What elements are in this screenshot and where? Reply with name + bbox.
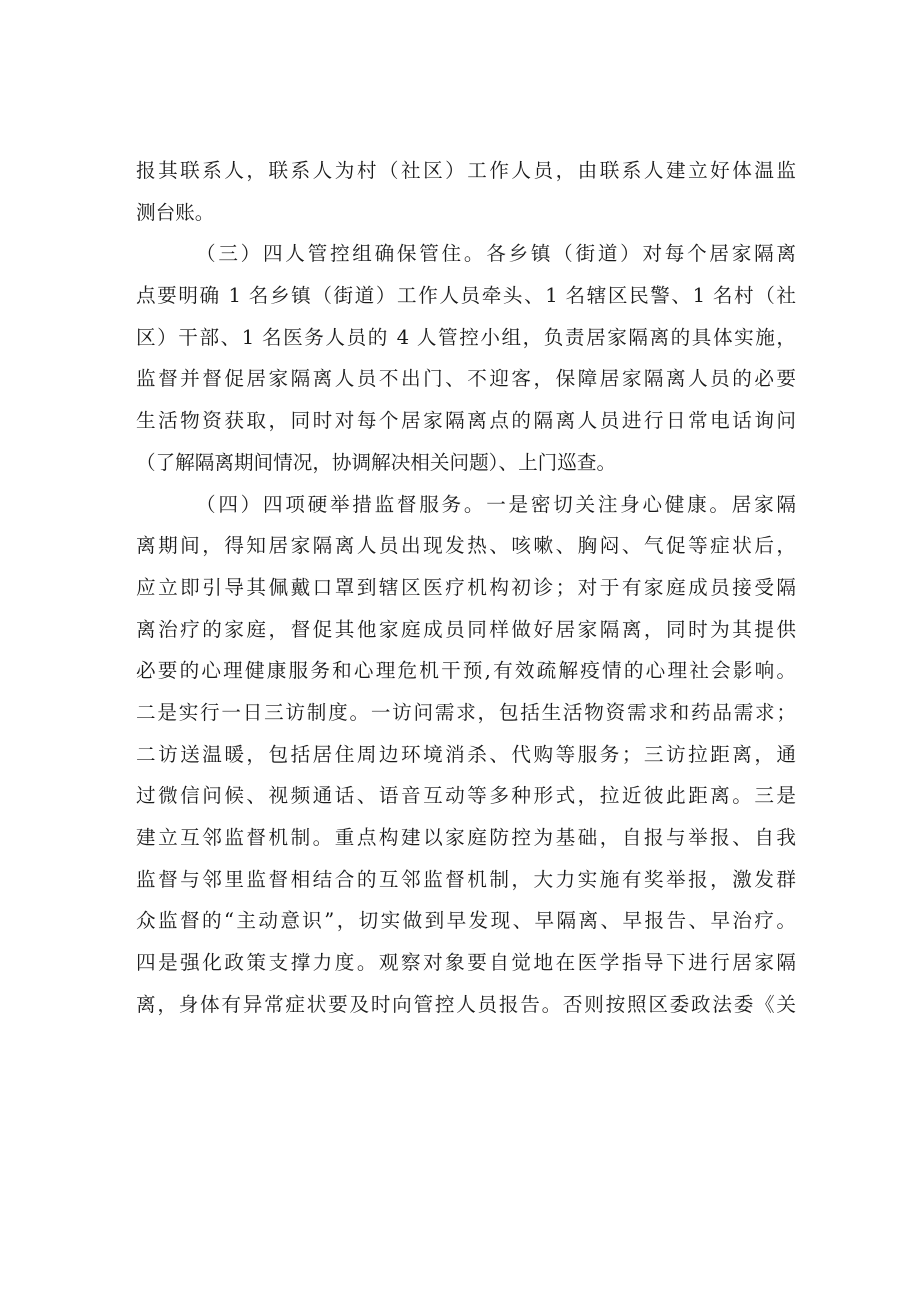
paragraph-continued	[136, 150, 796, 233]
text-line: 离，身体有异常症状要及时向管控人员报告。否则按照区委政法委《关	[136, 992, 796, 1016]
text-line: 四是强化政策支撑力度。观察对象要自觉地在医学指导下进行居家隔	[136, 951, 796, 975]
text-line: 二访送温暖，包括居住周边环境消杀、代购等服务；三访拉距离，通	[136, 742, 796, 766]
text-line: 必要的心理健康服务和心理危机干预,有效疏解疫情的心理社会影响。	[136, 659, 796, 683]
text-line: 离期间，得知居家隔离人员出现发热、咳嗽、胸闷、气促等症状后，	[136, 534, 796, 558]
text-line: 点要明确 1 名乡镇（街道）工作人员牵头、1 名辖区民警、1 名村（社	[136, 284, 796, 308]
text-line: 建立互邻监督机制。重点构建以家庭防控为基础，自报与举报、自我	[136, 826, 796, 849]
text-line: 监督并督促居家隔离人员不出门、不迎客，保障居家隔离人员的必要	[136, 367, 796, 391]
text-line: 监督与邻里监督相结合的互邻监督机制，大力实施有奖举报，激发群	[136, 867, 796, 891]
text-line: 众监督的“主动意识”，切实做到早发现、早隔离、早报告、早治疗。	[136, 909, 796, 933]
document-body	[136, 150, 796, 1025]
paragraph-four	[136, 484, 796, 1026]
text-line: （三）四人管控组确保管住。各乡镇（街道）对每个居家隔离	[196, 242, 796, 266]
text-line: 应立即引导其佩戴口罩到辖区医疗机构初诊；对于有家庭成员接受隔	[136, 575, 796, 599]
text-line: 报其联系人，联系人为村（社区）工作人员，由联系人建立好体温监	[136, 159, 796, 182]
text-line: （四）四项硬举措监督服务。一是密切关注身心健康。居家隔	[196, 492, 796, 516]
text-line: 二是实行一日三访制度。一访问需求，包括生活物资需求和药品需求；	[136, 700, 796, 724]
text-line: 过微信问候、视频通话、语音互动等多种形式，拉近彼此距离。三是	[136, 784, 796, 808]
text-line: 测台账。	[136, 200, 215, 224]
text-line: 区）干部、1 名医务人员的 4 人管控小组，负责居家隔离的具体实施，	[136, 325, 796, 349]
text-line: （了解隔离期间情况，协调解决相关问题）、上门巡查。	[136, 450, 617, 474]
paragraph-three	[136, 233, 796, 483]
text-line: 生活物资获取，同时对每个居家隔离点的隔离人员进行日常电话询问	[136, 409, 796, 433]
text-line: 离治疗的家庭，督促其他家庭成员同样做好居家隔离，同时为其提供	[136, 617, 796, 641]
